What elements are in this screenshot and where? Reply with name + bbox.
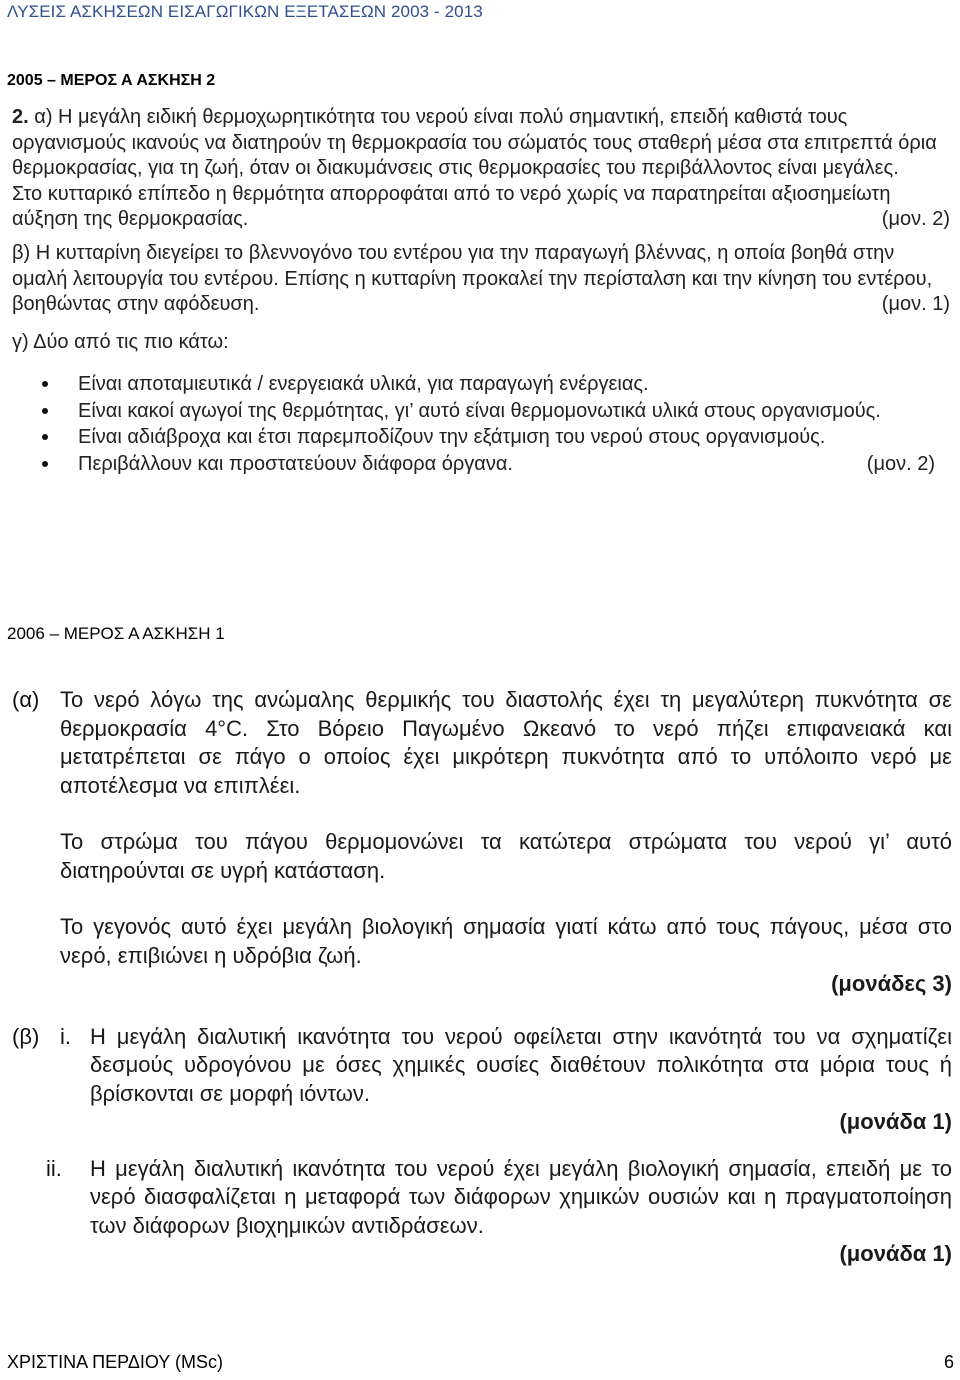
section-title-2006: 2006 – ΜΕΡΟΣ Α ΑΣΚΗΣΗ 1	[7, 624, 225, 643]
page-number: 6	[943, 1352, 954, 1372]
answer-2006-a	[12, 686, 952, 999]
sub-label-ii: ii.	[46, 1155, 62, 1181]
answer-block-2006	[12, 686, 952, 1269]
mark-b-i: (μονάδα 1)	[839, 1109, 952, 1134]
paragraph: Το νερό λόγω της ανώμαλης θερμικής του διαστολής έχει τη μεγαλύτερη πυκνότητα σε θερμοκρασία 4°C. Στο Βόρειο Παγωμένο Ωκεανό το νερό πήζει επιφανειακά και μετατρέπεται σε πάγο ο οποίος έχει μικρότερη πυκνότητα από το υπόλοιπο νερό με αποτέλεσμα να επιπλέει.	[60, 687, 952, 798]
list-item: Είναι αδιάβροχα και έτσι παρεμποδίζουν την εξάτμιση του νερού στους οργανισμούς.	[42, 424, 937, 451]
question-number: 2.	[12, 106, 29, 128]
paragraph: Η μεγάλη διαλυτική ικανότητα του νερού οφείλεται στην ικανότητά του να σχηματίζει δεσμούς υδρογόνου με όσες χημικές ουσίες διαθέτουν πολικότητα στα μόρια τους ή βρίσκονται σε μορφή ιόντων.	[90, 1023, 952, 1106]
part-label-a: (α)	[12, 687, 40, 712]
paragraph: Το στρώμα του πάγου θερμομονώνει τα κατώτερα στρώματα του νερού γι’ αυτό διατηρούνται σε υγρή κατάσταση.	[60, 829, 952, 883]
section-title-2005: 2005 – ΜΕΡΟΣ Α ΑΣΚΗΣΗ 2	[7, 72, 216, 89]
part-a-text-2: Στο κυτταρικό επίπεδο η θερμότητα απορροφάται από το νερό χωρίς να παρατηρείται αξιοσημείωτη αύξηση της θερμοκρασίας.	[12, 182, 891, 231]
paragraph: Η μεγάλη διαλυτική ικανότητα του νερού έχει μεγάλη βιολογική σημασία, επειδή με το νερό διασφαλίζεται η μεταφορά των διάφορων χημικών ουσιών και η πραγματοποίηση των διάφορων βιοχημικών αντιδράσεων.	[90, 1155, 952, 1238]
sub-label-i: i.	[60, 1023, 71, 1049]
part-label-a: α)	[34, 106, 53, 128]
sub-answer-i	[60, 1023, 952, 1137]
mark-b-ii: (μονάδα 1)	[839, 1241, 952, 1266]
answer-2005-c	[12, 330, 952, 356]
part-c-text: Δύο από τις πιο κάτω:	[33, 330, 229, 353]
document-header: ΛΥΣΕΙΣ ΑΣΚΗΣΕΩΝ ΕΙΣΑΓΩΓΙΚΩΝ ΕΞΕΤΑΣΕΩΝ 2003 - 2013	[7, 2, 483, 21]
mark-a: (μονάδες 3)	[831, 971, 952, 996]
mark-c: (μον. 2)	[866, 452, 935, 475]
bullet-list	[12, 371, 937, 477]
mark-b: (μον. 1)	[881, 293, 950, 316]
sub-answer-ii	[46, 1155, 952, 1269]
part-a-text: Η μεγάλη ειδική θερμοχωρητικότητα του νερού είναι πολύ σημαντική, επειδή καθιστά τους οργανισμούς ικανούς να διατηρούν τη θερμοκρασία του σώματός τους σταθερή μέσα στα επιτρεπτά όρια θερμοκρασίας, για τη ζωή, όταν οι διακυμάνσεις στις θερμοκρασίες του περιβάλλοντος είναι μεγάλες.	[12, 106, 937, 180]
footer-author: ΧΡΙΣΤΙΝΑ ΠΕΡΔΙΟΥ (MSc)	[7, 1352, 223, 1372]
part-b-text: Η κυτταρίνη διεγείρει το βλεννογόνο του εντέρου για την παραγωγή βλέννας, η οποία βοηθά στην ομαλή λειτουργία του εντέρου. Επίσης η κυτταρίνη προκαλεί την περίσταλση και την κίνηση του εντέρου, βοηθώντας στην αφόδευση.	[12, 241, 933, 316]
list-item: Περιβάλλουν και προστατεύουν διάφορα όργανα. (μον. 2)	[42, 451, 937, 478]
answer-2005-a	[12, 105, 952, 233]
answer-block-2005	[12, 105, 952, 477]
part-label-c: γ)	[12, 330, 29, 353]
list-item: Είναι κακοί αγωγοί της θερμότητας, γι’ αυτό είναι θερμομονωτικά υλικά στους οργανισμούς.	[42, 398, 937, 425]
part-label-b: (β)	[12, 1023, 40, 1049]
list-item: Είναι αποταμιευτικά / ενεργειακά υλικά, για παραγωγή ενέργειας.	[42, 371, 937, 398]
mark-a: (μον. 2)	[881, 208, 950, 231]
paragraph: Το γεγονός αυτό έχει μεγάλη βιολογική σημασία γιατί κάτω από τους πάγους, μέσα στο νερό, επιβιώνει η υδρόβια ζωή.	[60, 914, 952, 968]
answer-2005-b	[12, 241, 952, 318]
answer-2006-b	[12, 1023, 952, 1269]
part-label-b: β)	[12, 241, 31, 264]
